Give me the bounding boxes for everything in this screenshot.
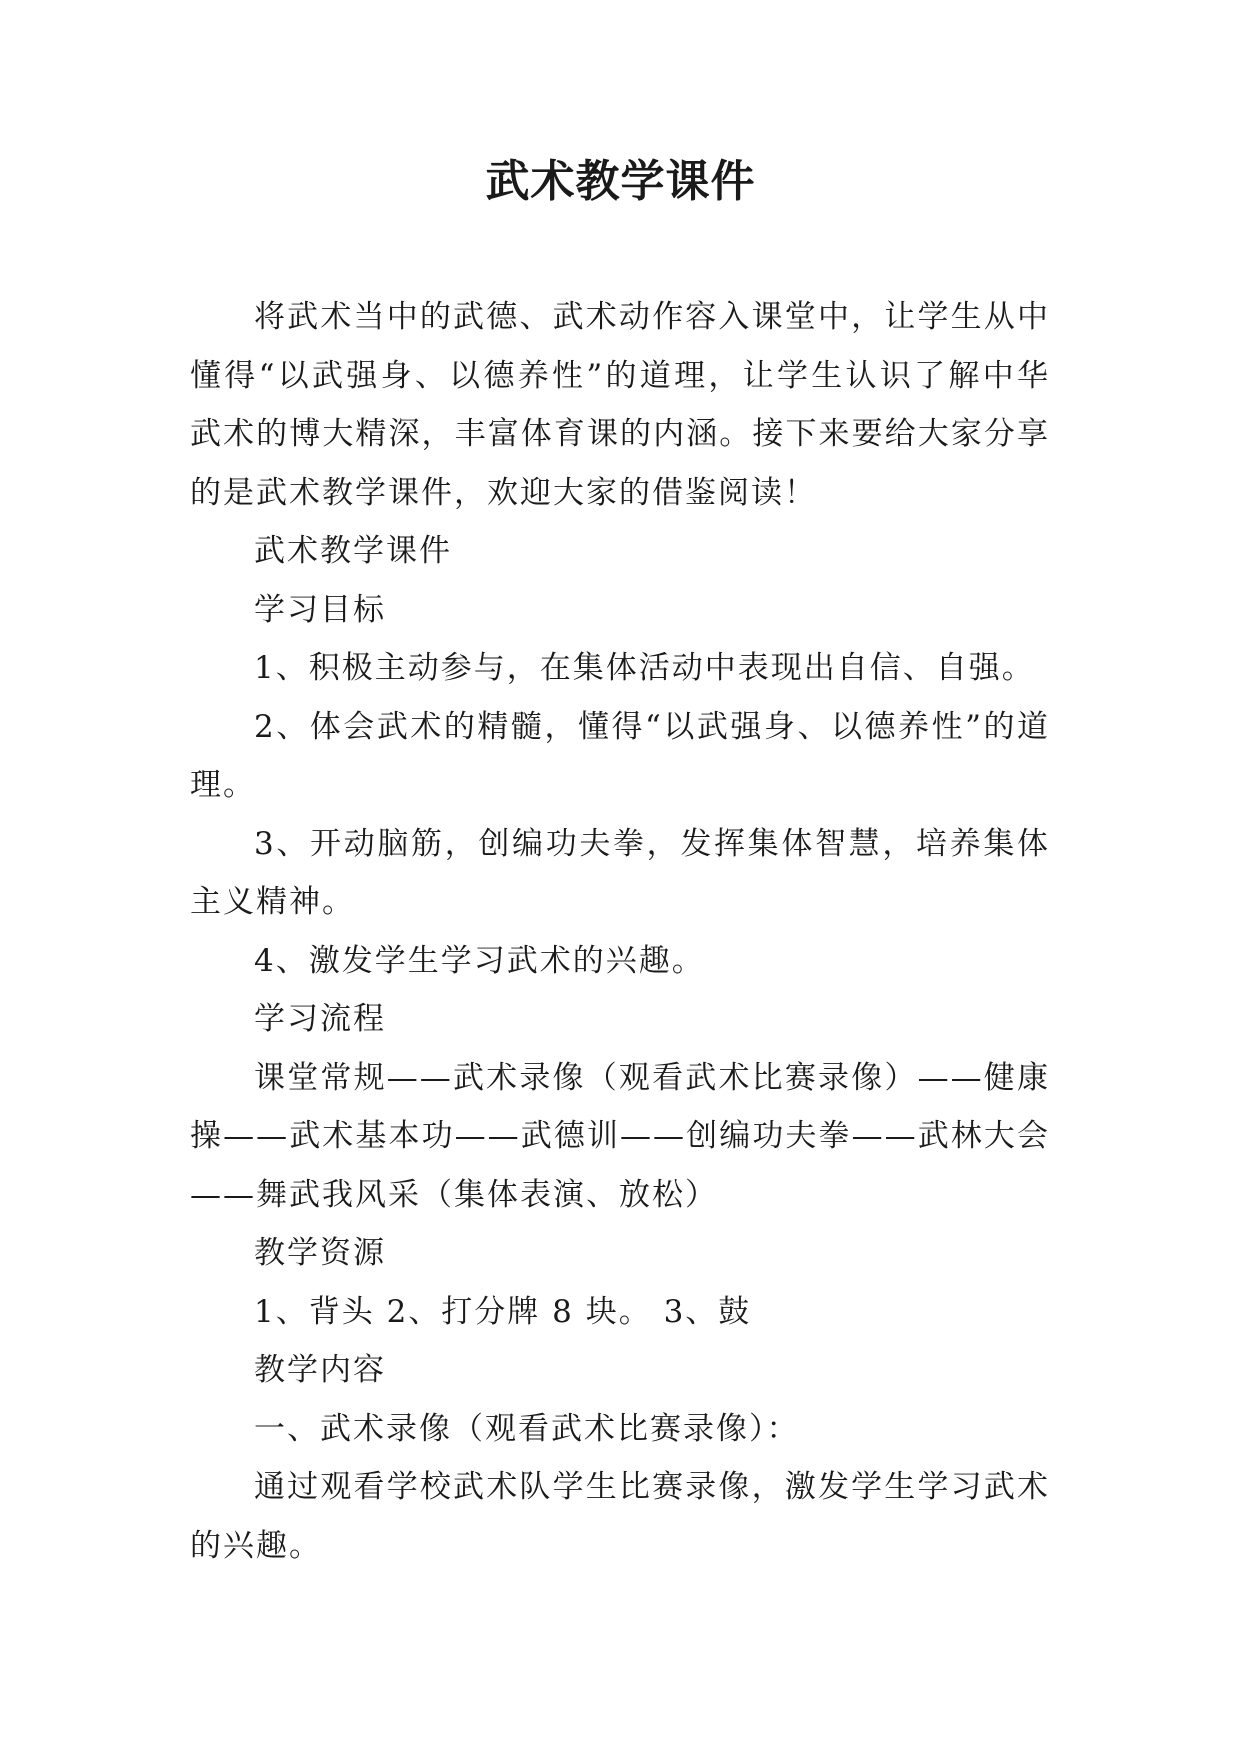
goal-item-1: 1、积极主动参与，在集体活动中表现出自信、自强。: [254, 650, 1035, 686]
goal-item-4: 4、激发学生学习武术的兴趣。: [254, 942, 705, 979]
content-item-1-heading: 一、武术录像（观看武术比赛录像）：: [254, 1410, 800, 1447]
section-heading-courseware: 武术教学课件: [254, 533, 452, 569]
goal-item-3: 3、开动脑筋，创编功夫拳，发挥集体智慧，培养集体主义精神。: [190, 825, 1050, 920]
document-title: 武术教学课件: [485, 156, 756, 207]
process-paragraph: 课堂常规——武术录像（观看武术比赛录像）——健康操——武术基本功——武德训——创编功夫拳——武林大会——舞武我风采（集体表演、放松）: [190, 1059, 1050, 1213]
section-heading-teaching-resources: 教学资源: [254, 1235, 386, 1271]
goal-item-2: 2、体会武术的精髓，懂得“以武强身、以德养性”的道理。: [190, 708, 1050, 803]
document-body: [190, 288, 1050, 1575]
intro-paragraph: 将武术当中的武德、武术动作容入课堂中，让学生从中懂得“以武强身、以德养性”的道理，让学生认识了解中华武术的博大精深，丰富体育课的内涵。接下来要给大家分享的是武术教学课件，欢迎大家的借鉴阅读！: [190, 299, 1050, 511]
section-heading-learning-goals: 学习目标: [254, 591, 386, 628]
section-heading-teaching-content: 教学内容: [254, 1352, 386, 1388]
content-item-1-paragraph: 通过观看学校武术队学生比赛录像，激发学生学习武术的兴趣。: [190, 1469, 1050, 1564]
resources-paragraph: 1、背头 2、打分牌 8 块。 3、鼓: [254, 1293, 752, 1330]
section-heading-learning-process: 学习流程: [254, 1001, 386, 1037]
